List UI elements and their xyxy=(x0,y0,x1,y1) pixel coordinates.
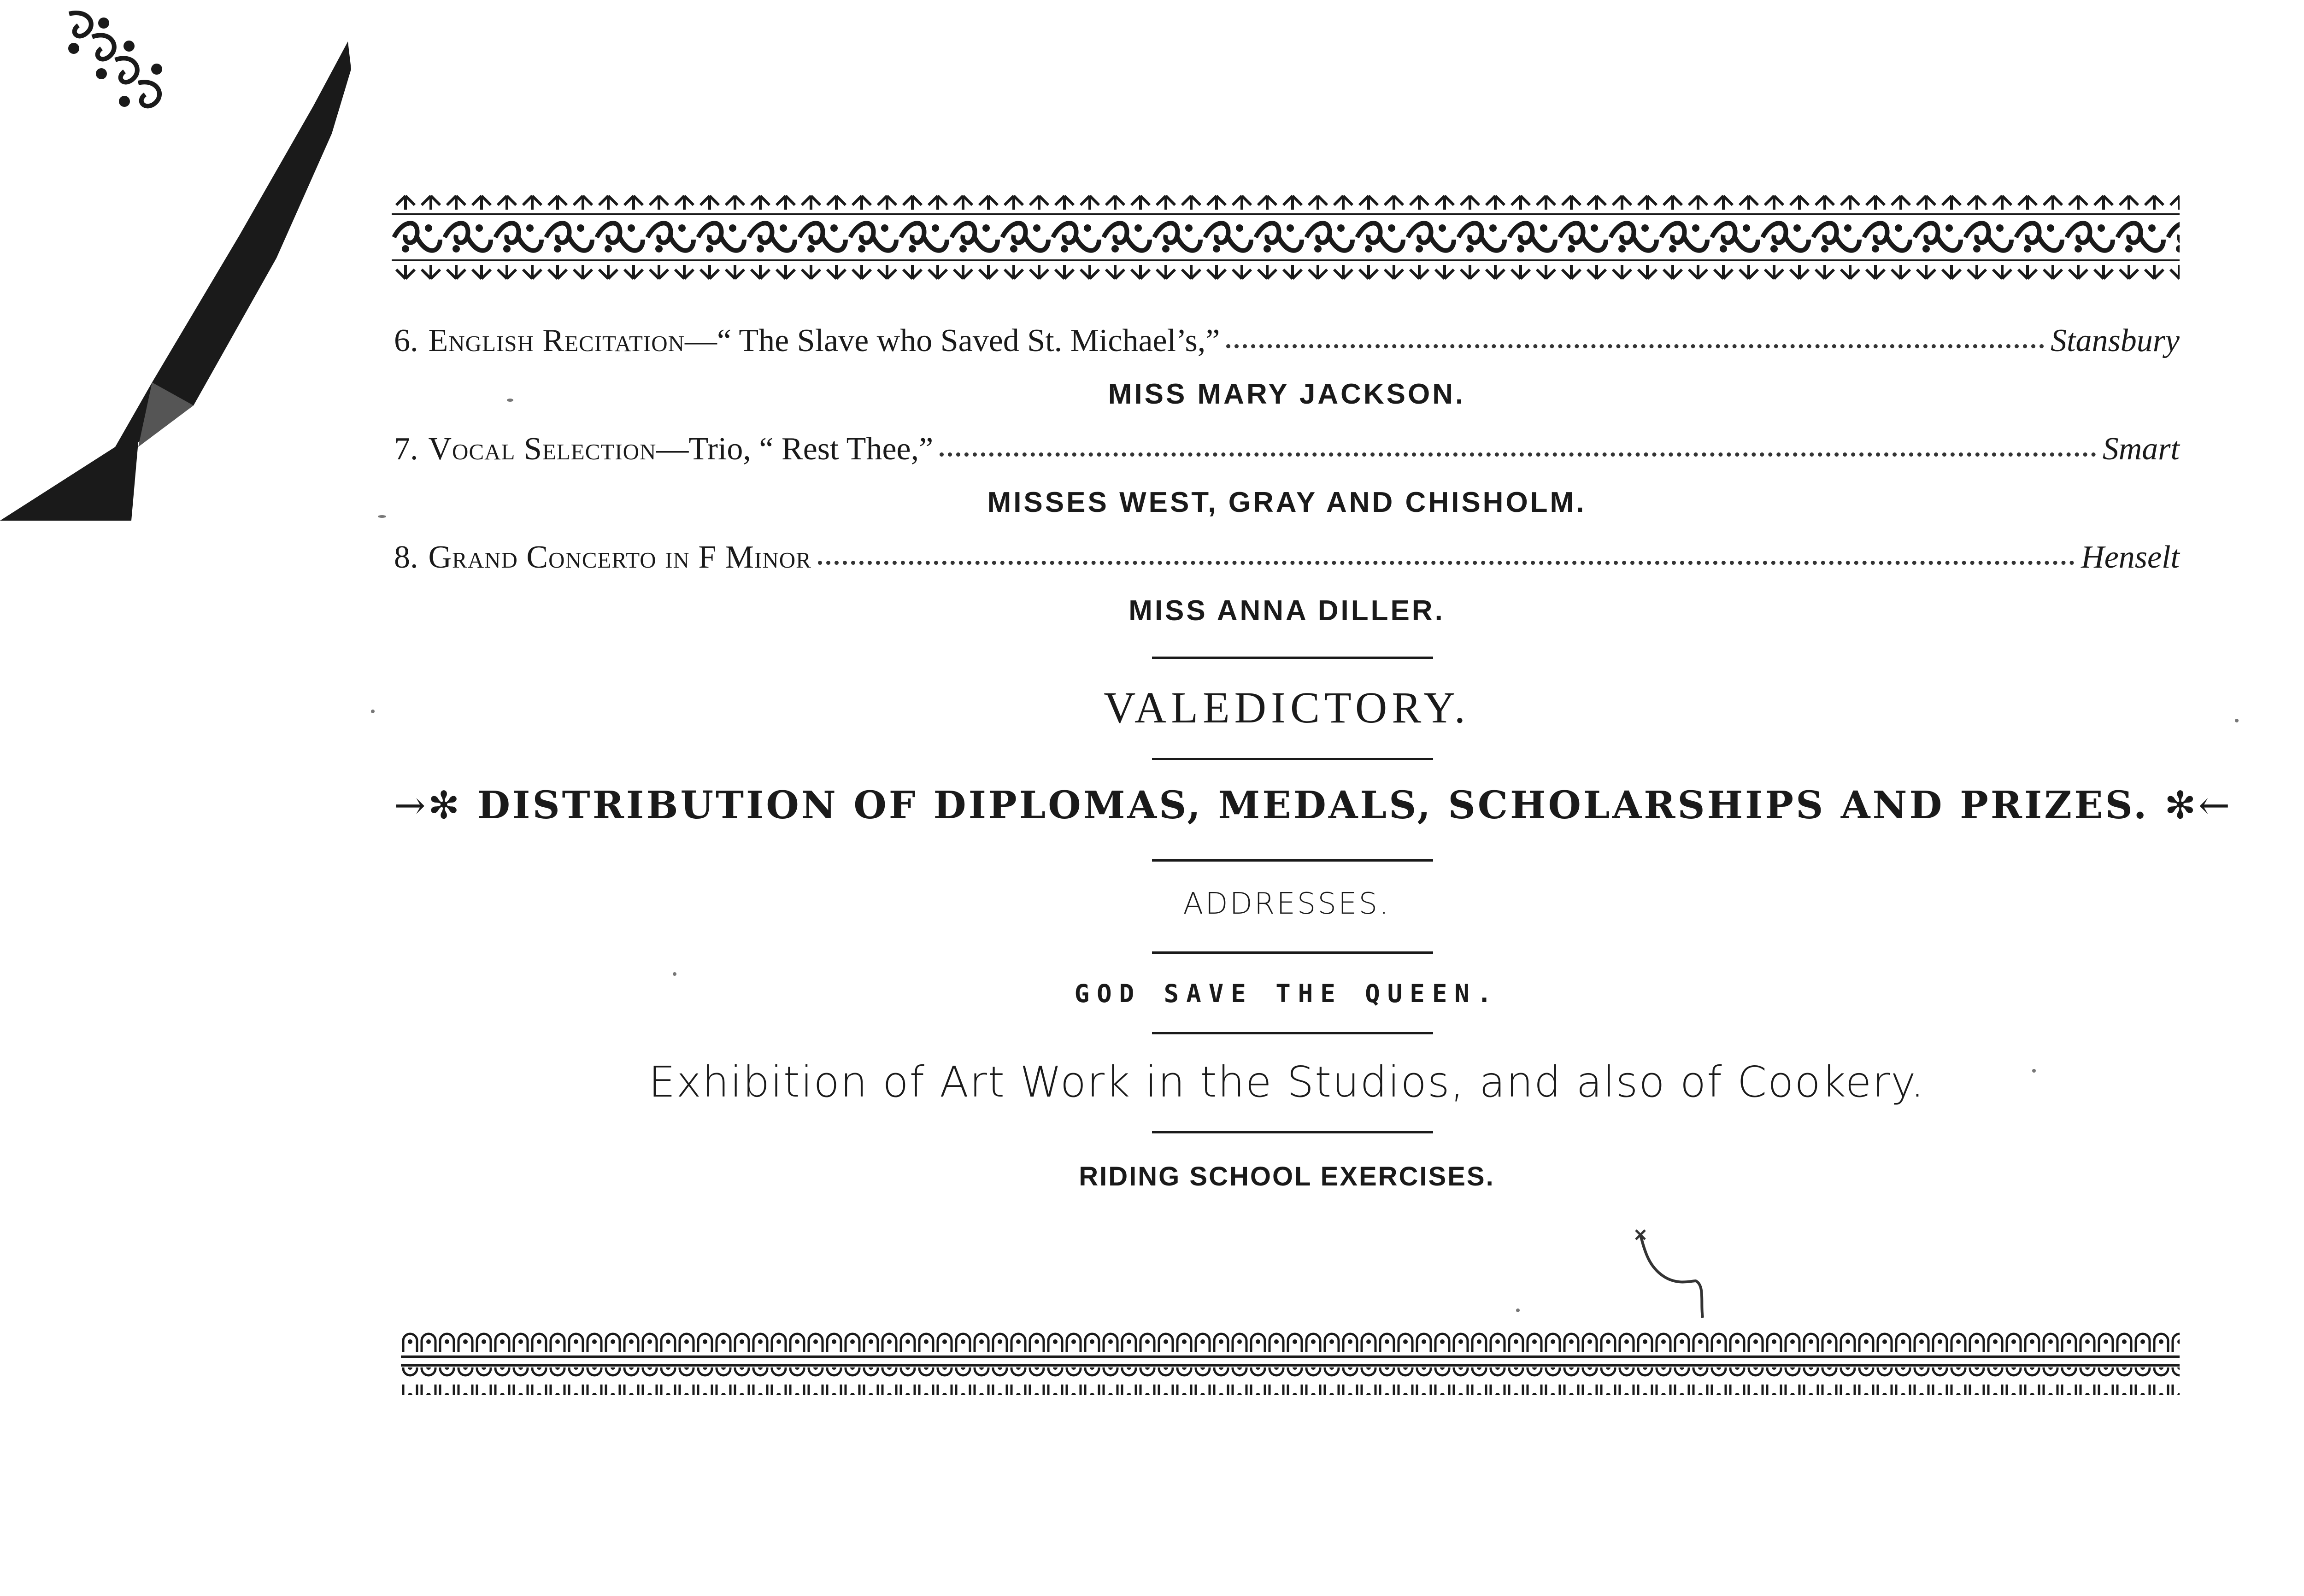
divider xyxy=(1152,1032,1433,1034)
distribution-text: DISTRIBUTION OF DIPLOMAS, MEDALS, SCHOLARSHIPS AND PRIZES. xyxy=(477,783,2149,827)
item-number: 8. xyxy=(394,540,418,575)
scan-speck xyxy=(378,515,386,518)
item-title: Vocal Selection xyxy=(428,431,657,467)
item-title: English Recitation xyxy=(428,323,685,358)
divider xyxy=(1152,758,1433,760)
riding-line: RIDING SCHOOL EXERCISES. xyxy=(1079,1162,1495,1191)
distribution-heading xyxy=(394,783,2233,827)
item-number: 6. xyxy=(394,323,418,358)
arrow-ornament-right: ✻← xyxy=(2164,784,2233,827)
divider xyxy=(1152,657,1433,659)
performer-name: MISSES WEST, GRAY AND CHISHOLM. xyxy=(987,487,1587,518)
scan-speck xyxy=(371,710,375,713)
program-item-8 xyxy=(394,539,2180,590)
performer-name: MISS MARY JACKSON. xyxy=(1108,378,1466,410)
dot-leader xyxy=(1226,344,2044,348)
arrow-ornament-left: →✻ xyxy=(394,784,462,827)
scan-speck xyxy=(2032,1069,2036,1073)
divider xyxy=(1152,951,1433,954)
scan-speck xyxy=(673,972,676,976)
scan-speck xyxy=(1516,1308,1520,1312)
scroll-border-icon xyxy=(392,191,2180,283)
item-title: Grand Concerto in F Minor xyxy=(428,540,811,575)
divider xyxy=(1152,859,1433,862)
item-subtitle: —“ The Slave who Saved St. Michael’s,” xyxy=(685,323,1220,358)
quill-pen-icon xyxy=(0,41,355,530)
scallop-border-icon xyxy=(401,1327,2180,1396)
item-subtitle: —Trio, “ Rest Thee,” xyxy=(656,431,934,467)
item-composer: Smart xyxy=(2102,431,2180,467)
valedictory-heading: VALEDICTORY. xyxy=(1104,683,1470,732)
divider xyxy=(1152,1131,1433,1133)
addresses-heading: ADDRESSES. xyxy=(1183,887,1391,921)
item-composer: Henselt xyxy=(2081,540,2180,575)
exhibition-line: Exhibition of Art Work in the Studios, and also of Cookery. xyxy=(648,1057,1925,1107)
dot-leader xyxy=(940,452,2096,457)
dot-leader xyxy=(818,561,2075,565)
program-item-7 xyxy=(394,431,2180,481)
performer-name: MISS ANNA DILLER. xyxy=(1128,595,1445,627)
anthem-line: GOD SAVE THE QUEEN. xyxy=(1074,979,1499,1008)
ink-scribble-icon xyxy=(1631,1226,1723,1341)
program-item-6 xyxy=(394,323,2180,373)
scan-speck xyxy=(507,399,513,402)
item-number: 7. xyxy=(394,431,418,467)
item-composer: Stansbury xyxy=(2051,323,2180,358)
scan-speck xyxy=(2235,719,2239,722)
